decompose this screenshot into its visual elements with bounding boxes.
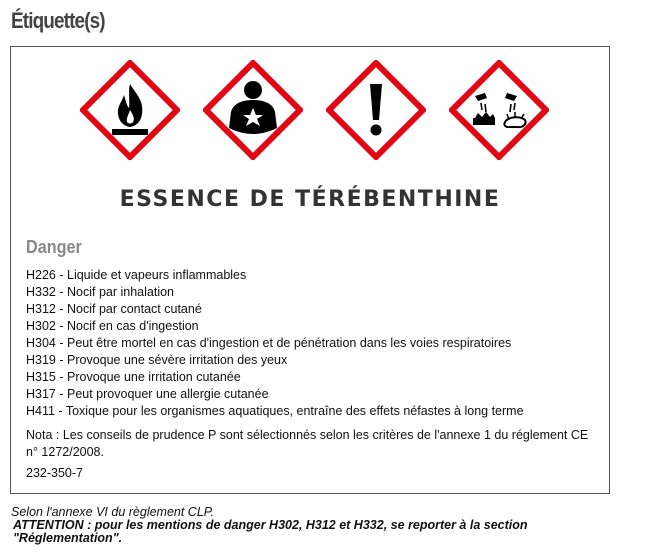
hazard-statement: H226 - Liquide et vapeurs inflammables (26, 268, 247, 282)
health-hazard-icon (203, 60, 303, 160)
hazard-statement: H317 - Peut provoquer une allergie cutanée (26, 387, 269, 401)
hazard-statement: H332 - Nocif par inhalation (26, 285, 174, 299)
flame-icon (80, 60, 180, 160)
signal-word: Danger (26, 237, 82, 257)
hazard-statement: H304 - Peut être mortel en cas d'ingestion et de pénétration dans les voies respiratoires (26, 336, 512, 350)
hazard-statement: H411 - Toxique pour les organismes aquatiques, entraîne des effets néfastes à long terme (26, 404, 524, 418)
hazard-statement: H302 - Nocif en cas d'ingestion (26, 319, 199, 333)
precautionary-note: Nota : Les conseils de prudence P sont sélectionnés selon les critères de l'annexe 1 du réglement CE n° 1272/2008. (26, 428, 589, 459)
hazard-statement-list (26, 267, 524, 420)
product-name: ESSENCE DE TÉRÉBENTHINE (119, 187, 501, 212)
regulation-source: Selon l'annexe VI du règlement CLP. (11, 505, 214, 519)
hazard-statement: H315 - Provoque une irritation cutanée (26, 370, 241, 384)
hazard-label (10, 46, 610, 494)
exclamation-mark-icon (326, 60, 426, 160)
hazard-statement: H319 - Provoque une sévère irritation des yeux (26, 353, 288, 367)
attention-note: ATTENTION : pour les mentions de danger H302, H312 et H332, se reporter à la section "Réglementation". (13, 518, 528, 545)
page-title: Étiquette(s) (11, 8, 105, 33)
hazard-statement: H312 - Nocif par contact cutané (26, 302, 202, 316)
corrosion-icon (449, 60, 549, 160)
ec-number: 232-350-7 (26, 466, 83, 480)
